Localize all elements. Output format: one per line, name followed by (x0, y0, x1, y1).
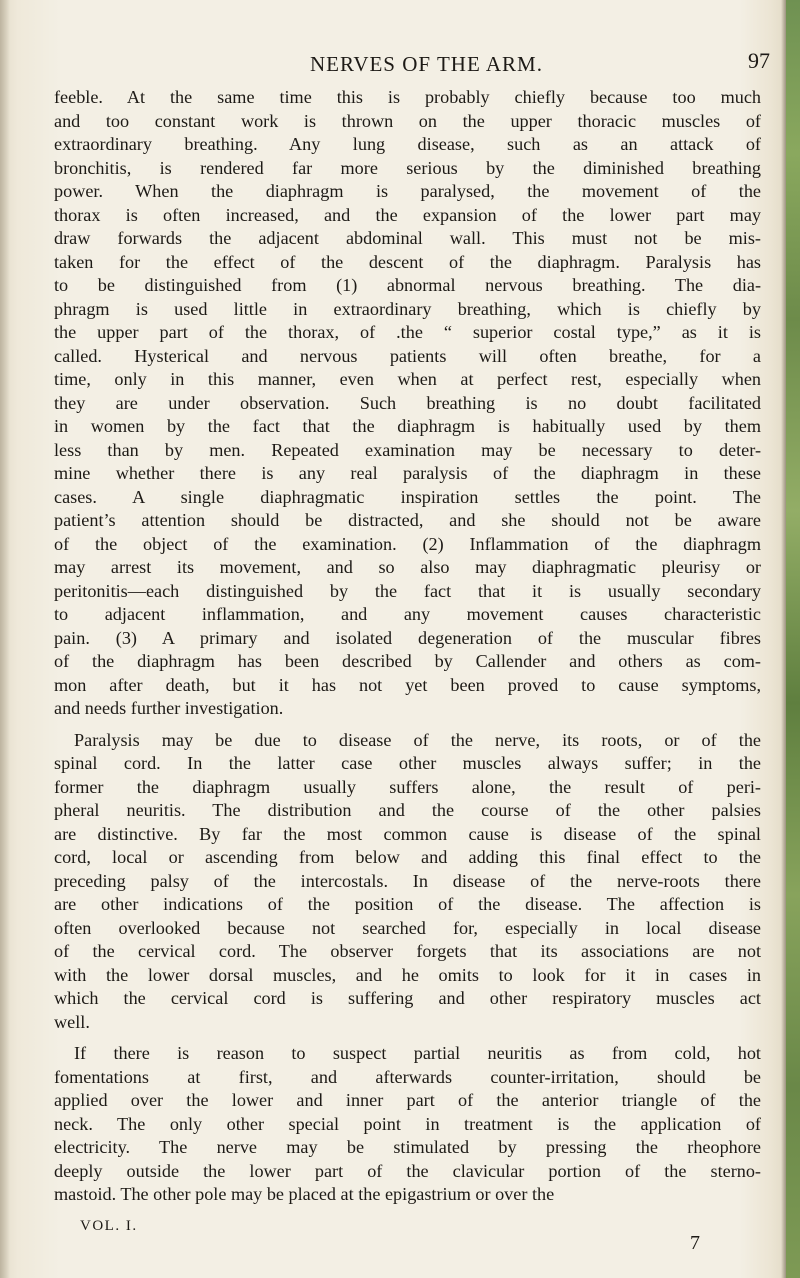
text-line: they are under observation. Such breathing is no doubt facilitated (54, 392, 761, 413)
text-line: phragm is used little in extraordinary breathing, which is chiefly by (54, 298, 761, 319)
text-line: Paralysis may be due to disease of the nerve, its roots, or of the (74, 729, 761, 750)
text-line: fomentations at first, and afterwards counter-irritation, should be (54, 1066, 761, 1087)
text-line: extraordinary breathing. Any lung disease, such as an attack of (54, 134, 761, 154)
text-line: neck. The only other special point in treatment is the application of (54, 1113, 761, 1134)
running-head: NERVES OF THE ARM. (310, 52, 543, 76)
paragraph-gap (54, 1034, 761, 1042)
paragraph (54, 729, 761, 1035)
text-line: of the object of the examination. (2) Inflammation of the diaphragm (54, 533, 761, 554)
text-line: spinal cord. In the latter case other muscles always suffer; in the (54, 753, 761, 773)
text-line: mastoid. The other pole may be placed at the epigastrium or over the (54, 1184, 555, 1204)
text-line: patient’s attention should be distracted, and she should not be aware (54, 510, 761, 530)
text-line: former the diaphragm usually suffers alone, the result of peri- (54, 776, 761, 797)
text-line: mine whether there is any real paralysis of the diaphragm in these (54, 463, 761, 483)
text-line: preceding palsy of the intercostals. In disease of the nerve-roots there (54, 870, 761, 891)
text-line: deeply outside the lower part of the clavicular portion of the sterno- (54, 1160, 761, 1181)
text-line: bronchitis, is rendered far more serious by the diminished breathing (54, 157, 761, 178)
text-line: often overlooked because not searched for, especially in local disease (54, 917, 761, 938)
gutter-shadow (0, 0, 10, 1278)
text-line: taken for the effect of the descent of the diaphragm. Paralysis has (54, 251, 761, 272)
page-footer (54, 1218, 761, 1258)
text-line: the upper part of the thorax, of .the “ superior costal type,” as it is (54, 322, 761, 342)
body-text (54, 86, 761, 1207)
text-line: are distinctive. By far the most common cause is disease of the spinal (54, 823, 761, 844)
page-number: 97 (748, 48, 770, 73)
text-line: and needs further investigation. (54, 698, 284, 718)
text-line: of the diaphragm has been described by Callender and others as com- (54, 651, 761, 671)
text-line: with the lower dorsal muscles, and he omits to look for it in cases in (54, 964, 761, 985)
text-line: of the cervical cord. The observer forgets that its associations are not (54, 941, 761, 961)
text-line: power. When the diaphragm is paralysed, the movement of the (54, 181, 761, 201)
cover-edge (786, 0, 800, 1278)
paragraph-gap (54, 721, 761, 729)
text-line: applied over the lower and inner part of the anterior triangle of the (54, 1090, 761, 1110)
text-line: and too constant work is thrown on the upper thoracic muscles of (54, 110, 761, 131)
text-line: electricity. The nerve may be stimulated by pressing the rheophore (54, 1137, 761, 1157)
text-line: called. Hysterical and nervous patients will often breathe, for a (54, 345, 761, 366)
text-line: peritonitis—each distinguished by the fact that it is usually secondary (54, 580, 761, 601)
text-line: which the cervical cord is suffering and other respiratory muscles act (54, 988, 761, 1008)
text-line: If there is reason to suspect partial neuritis as from cold, hot (74, 1043, 761, 1063)
text-line: pheral neuritis. The distribution and the course of the other palsies (54, 800, 761, 820)
text-line: are other indications of the position of the disease. The affection is (54, 894, 761, 914)
text-line: may arrest its movement, and so also may diaphragmatic pleurisy or (54, 557, 761, 577)
text-line: time, only in this manner, even when at perfect rest, especially when (54, 369, 761, 389)
text-line: draw forwards the adjacent abdominal wall. This must not be mis- (54, 228, 761, 248)
paragraph (54, 1042, 761, 1207)
text-line: to adjacent inflammation, and any movement causes characteristic (54, 604, 761, 624)
sheet-signature-number: 7 (690, 1232, 700, 1254)
page-header (0, 44, 800, 74)
volume-signature: VOL. I. (80, 1218, 138, 1234)
text-line: less than by men. Repeated examination may be necessary to deter- (54, 439, 761, 460)
paragraph (54, 86, 761, 721)
text-line: pain. (3) A primary and isolated degeneration of the muscular fibres (54, 627, 761, 648)
text-line: to be distinguished from (1) abnormal nervous breathing. The dia- (54, 275, 761, 295)
text-line: mon after death, but it has not yet been proved to cause symptoms, (54, 674, 761, 695)
text-line: in women by the fact that the diaphragm is habitually used by them (54, 416, 761, 436)
text-line: cord, local or ascending from below and adding this final effect to the (54, 847, 761, 867)
text-line: well. (54, 1011, 90, 1032)
text-line: feeble. At the same time this is probably chiefly because too much (54, 87, 761, 107)
text-line: cases. A single diaphragmatic inspiration settles the point. The (54, 486, 761, 507)
text-line: thorax is often increased, and the expansion of the lower part may (54, 204, 761, 225)
